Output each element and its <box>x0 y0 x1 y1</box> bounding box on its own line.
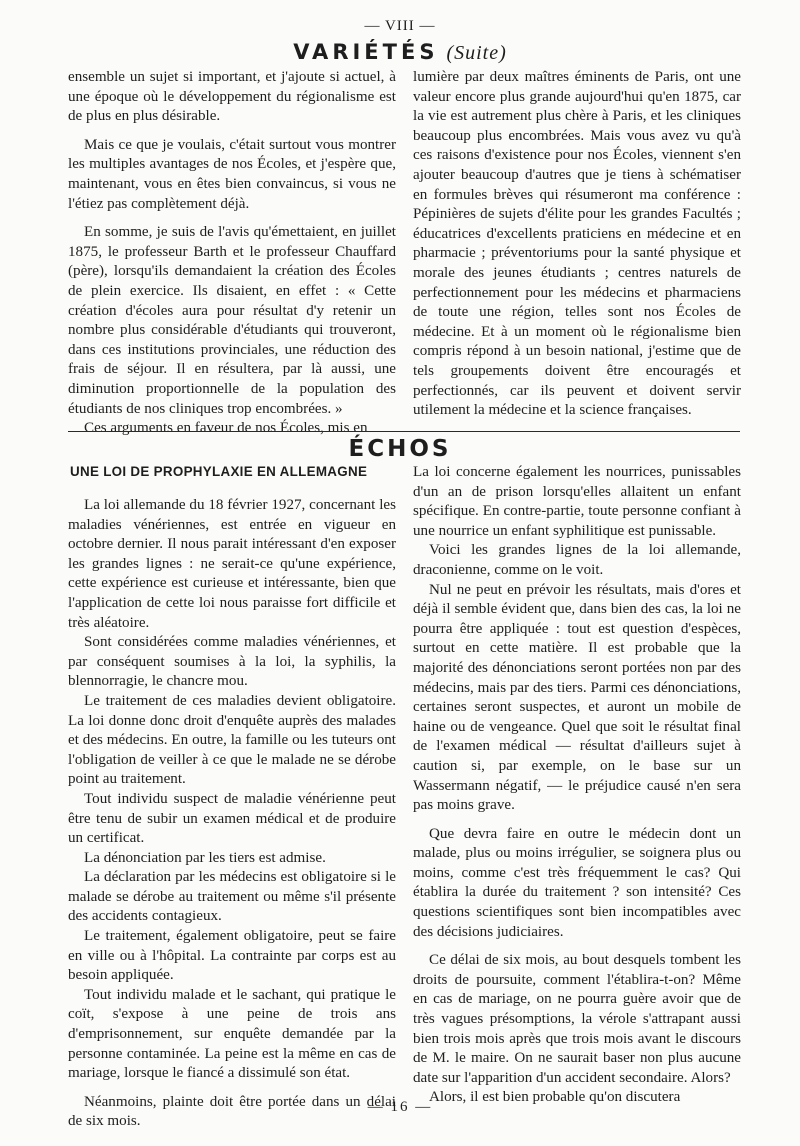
paragraph: Tout individu malade et le sachant, qui pratique le coït, s'expose à une peine de trois ans d'emprisonnement, sur enquête demandée par la personne contaminée. La peine est la même en cas de mariage, lorsque le fiancé a dissimulé son état. <box>68 986 396 1082</box>
echos-right-column <box>413 463 741 1108</box>
paragraph: Le traitement, également obligatoire, peut se faire en ville ou à l'hôpital. La contrainte par corps est au besoin appliquée. <box>68 928 396 984</box>
paragraph: La dénonciation par les tiers est admise. <box>84 849 326 866</box>
paragraph: La loi concerne également les nourrices, punissables d'un an de prison lorsqu'elles allaitent un enfant spécifique. En contre-partie, toute personne confiant à une nourrice un enfant syphilitique est punissable. <box>413 464 741 539</box>
page-number-roman: — VIII — <box>364 18 436 34</box>
paragraph: Sont considérées comme maladies vénériennes, et par conséquent soumises à la loi, la syphilis, la blennorragie, le chancre mou. <box>68 634 396 690</box>
running-head <box>0 40 800 70</box>
article-title: UNE LOI DE PROPHYLAXIE EN ALLEMAGNE <box>70 464 368 479</box>
paragraph: Ce délai de six mois, au bout desquels tombent les droits de poursuite, comment l'établira-t-on? Même en cas de mariage, on ne pourra guère avoir que de très vagues présomptions, la vérole s'attrapant aussi bien trois mois après que trois mois avant le discours de M. le maire. On ne saurait baser non plus aucune date sur l'apparition d'un accident secondaire. Alors? <box>413 952 741 1086</box>
section-heading-varietes: VARIÉTÉS <box>293 40 439 64</box>
section-divider <box>68 431 740 432</box>
paragraph: En somme, je suis de l'avis qu'émettaient, en juillet 1875, le professeur Barth et le professeur Chauffard (père), lorsqu'ils demandaient la création des Écoles de plein exercice. Ils disaient, en effet : « Cette création d'écoles aura pour résultat d'y retenir un nombre plus considérable d'étudiants qui trouveront, dans ces institutions provinciales, une réduction des frais de séjour. Il en résultera, par là aussi, une diminution proportionnelle de la population des étudiants de nos cliniques trop encombrées. » <box>68 224 396 417</box>
paragraph: Que devra faire en outre le médecin dont un malade, plus ou moins irrégulier, se soignera plus ou moins, comme c'est très fréquemment le cas? Qui établira la durée du traitement ? son intensité? Ces questions scientifiques sont bien incompatibles avec des décisions judiciaires. <box>413 825 741 940</box>
paragraph: Nul ne peut en prévoir les résultats, mais d'ores et déjà il semble évident que, dans bien des cas, la loi ne pourra être appliquée : tout est question d'espèces, surtout en cette matière. Il est probable que la majorité des dénonciations seront portées non par des médecins, mais par des tiers. Parmi ces dénonciations, certaines seront suspectes, et auront un mobile de haine ou de vengeance. Quel que soit le résultat final de l'examen médical — résultat d'ailleurs sujet à caution si, par exemple, on le base sur un Wassermann négatif, — le préjudice causé n'en sera pas moins grave. <box>413 581 741 814</box>
echos-left-column <box>68 496 396 1132</box>
top-left-column <box>68 68 396 439</box>
paragraph: Néanmoins, plainte doit être portée dans un délai de six mois. <box>68 1093 396 1130</box>
section-heading-suite: (Suite) <box>446 42 507 64</box>
paragraph: Mais ce que je voulais, c'était surtout vous montrer les multiples avantages de nos Écoles, et j'espère que, maintenant, vous en êtes bien convaincus, si vous ne l'étiez pas complètement déjà. <box>68 136 396 212</box>
paragraph: Tout individu suspect de maladie vénérienne peut être tenu de subir un examen médical et de produire un certificat. <box>68 790 396 847</box>
paragraph: La déclaration par les médecins est obligatoire si le malade se dérobe au traitement ou même s'il présente des accidents contagieux. <box>68 869 396 925</box>
paragraph: Alors, il est bien probable qu'on discutera <box>429 1089 681 1106</box>
paragraph: La loi allemande du 18 février 1927, concernant les maladies vénériennes, est entrée en vigueur en octobre dernier. Il nous parait intéressant d'en exposer les grandes lignes : ne serait-ce qu'une expérience, cette expérience est curieuse et intéressante, bien que l'application de cette loi nous paraisse fort difficile et très aléatoire. <box>68 497 396 631</box>
echos-heading: ÉCHOS <box>348 436 452 462</box>
paragraph: Ces arguments en faveur de nos Écoles, mis en <box>84 420 368 437</box>
paragraph: Voici les grandes lignes de la loi allemande, draconienne, comme on le voit. <box>413 542 741 578</box>
paragraph: ensemble un sujet si important, et j'ajoute si actuel, à une époque où le développement du régionalisme est de plus en plus désirable. <box>68 69 396 125</box>
paragraph: Le traitement de ces maladies devient obligatoire. La loi donne donc droit d'enquête auprès des malades et des médecins. En outre, la famille ou les tuteurs ont l'obligation de veiller à ce que le malade ne se dérobe point au traitement. <box>68 692 396 788</box>
paragraph: lumière par deux maîtres éminents de Paris, ont une valeur encore plus grande aujourd'hui qu'en 1875, car la vie est autrement plus chère à Paris, et les cliniques beaucoup plus encombrées. Mais vous avez vu qu'à ces raisons d'existence pour nos Écoles, viennent s'en ajouter beaucoup d'autres que je tiens à schématiser en formules brèves qui résumeront ma conférence : Pépinières de sujets d'élite pour les grandes Facultés ; éducatrices d'excellents praticiens en médecine et en pharmacie ; préventoriums pour la santé physique et morale des jeunes étudiants ; centres naturels de perfectionnement pour les médecins et pharmaciens de toute une région, telles sont nos Écoles de médecine. Et à un moment où le régionalisme bien compris répond à un besoin national, j'estime que de tels groupements doivent être encouragés et perfectionnés, car ils peuvent et doivent servir utilement la médecine et la science françaises. <box>413 69 741 419</box>
top-right-column <box>413 68 741 421</box>
page-folio: — 16 — <box>367 1099 433 1115</box>
